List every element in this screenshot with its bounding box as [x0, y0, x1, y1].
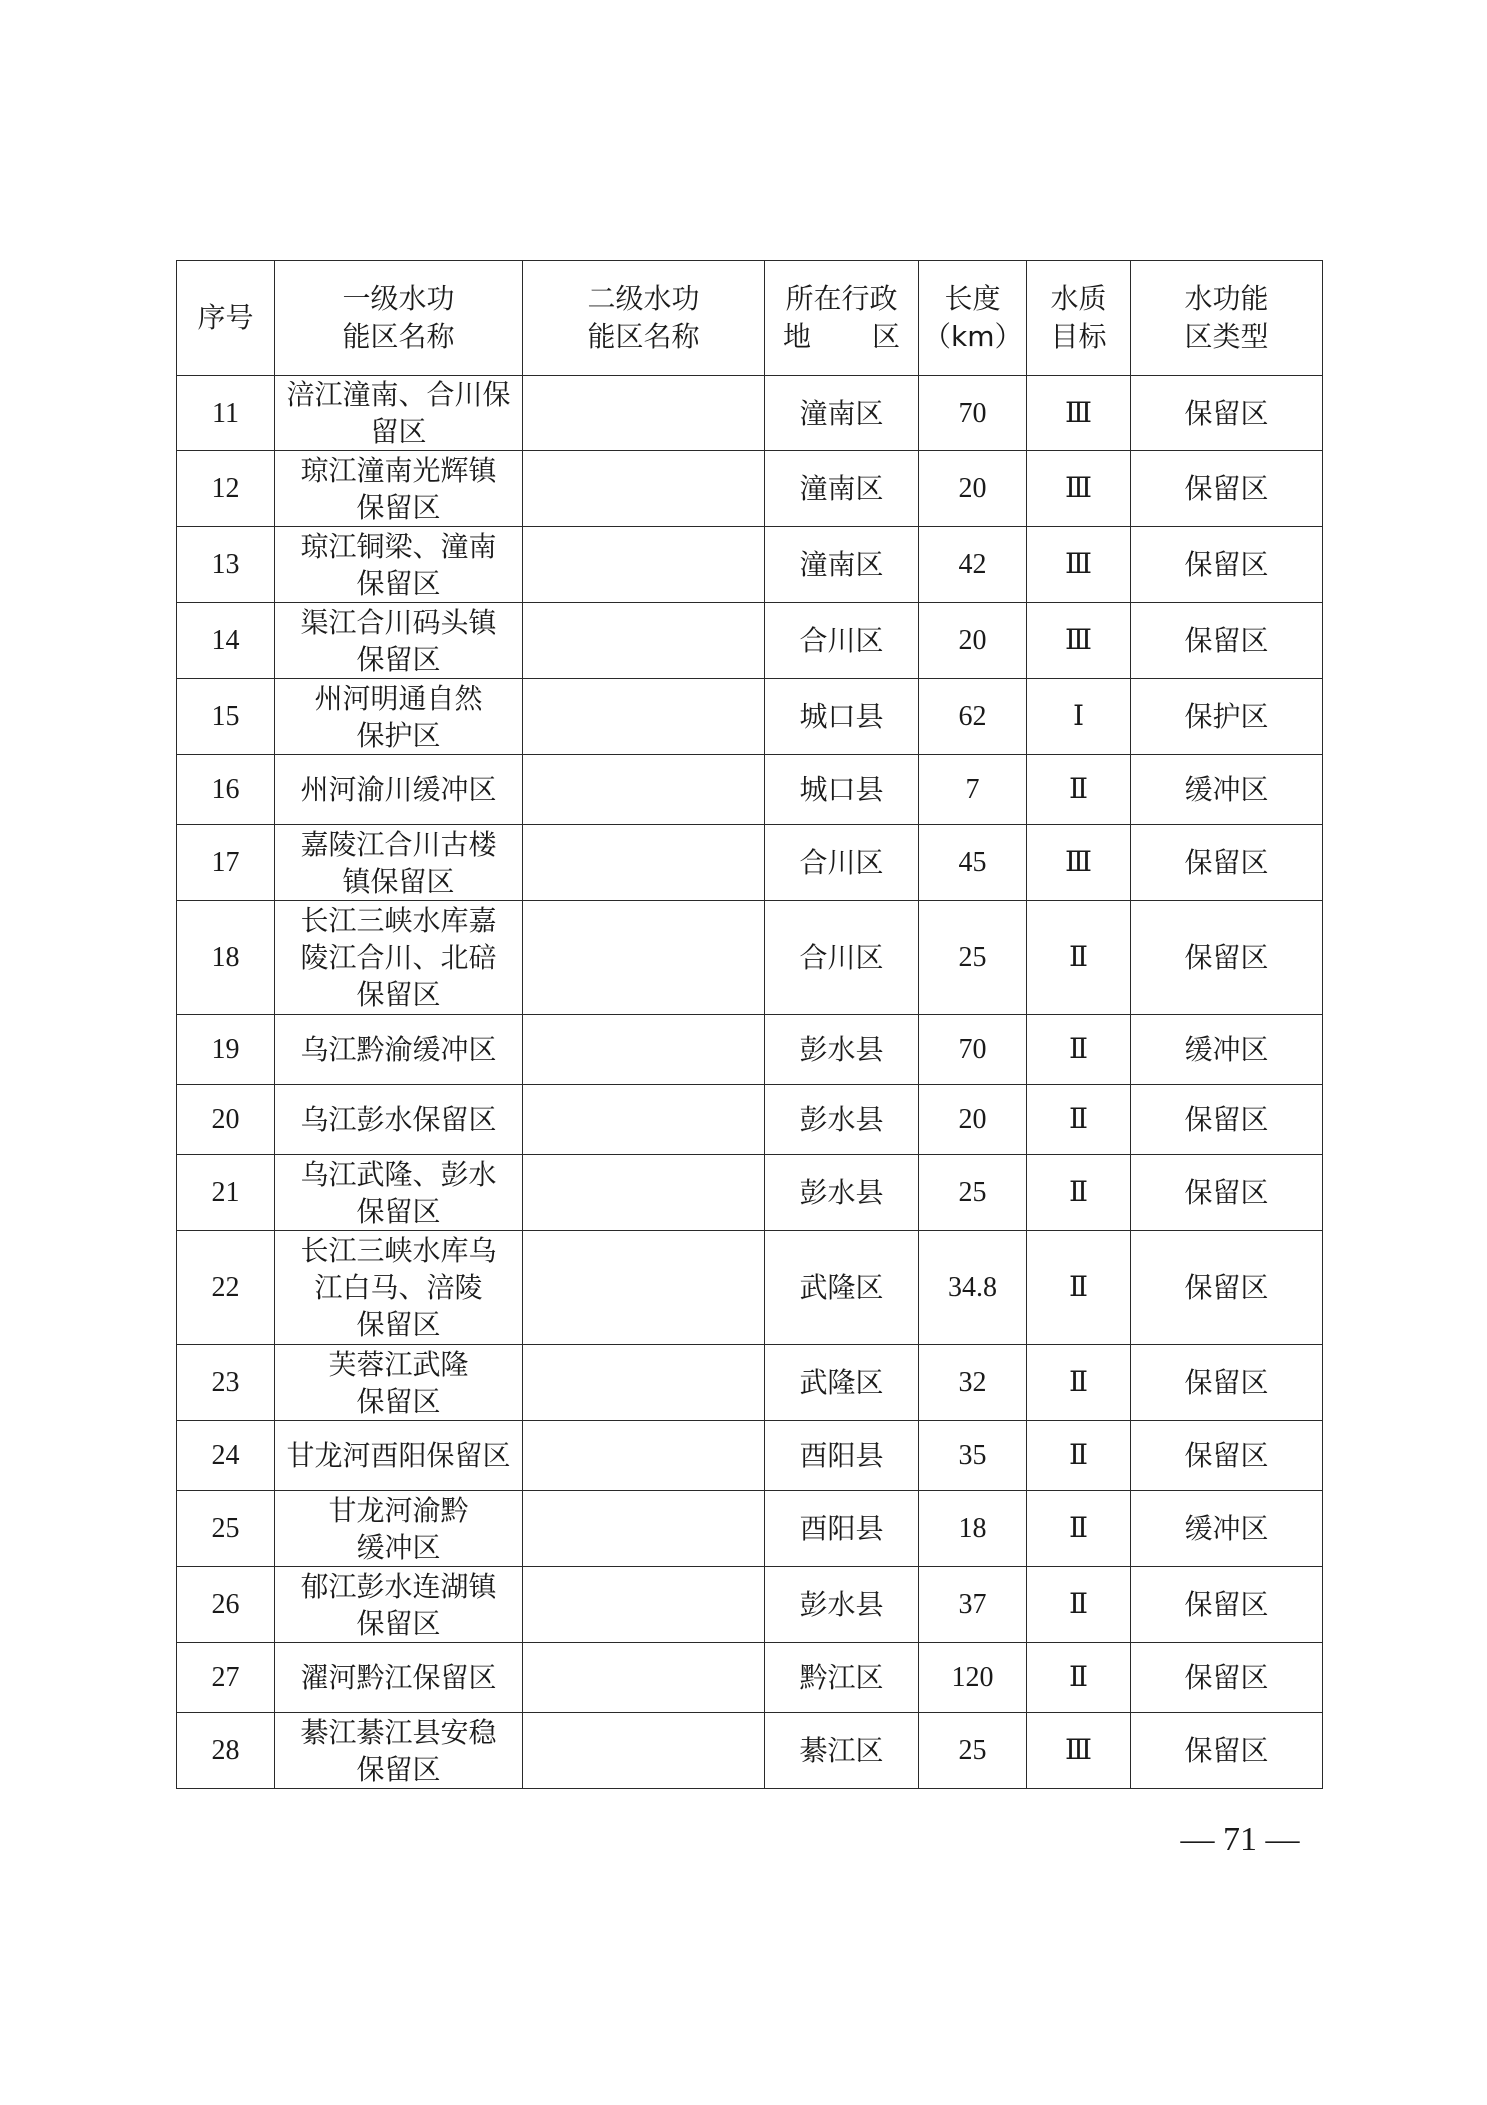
cell-zone-type: 保留区: [1131, 1231, 1323, 1345]
cell-primary-zone-name: [275, 1713, 523, 1789]
cell-secondary-zone-name: [523, 1155, 765, 1231]
cell-seq: 15: [177, 679, 275, 755]
cell-admin-region: 彭水县: [765, 1567, 919, 1643]
zone-name-line: 江白马、涪陵: [314, 1271, 483, 1304]
cell-admin-region: 黔江区: [765, 1643, 919, 1713]
zone-name-line: 保留区: [356, 978, 441, 1011]
zone-name-line: 镇保留区: [342, 864, 455, 898]
header-secondary-zone-name: 二级水功 能区名称: [523, 261, 765, 376]
cell-zone-type: 缓冲区: [1131, 755, 1323, 825]
cell-length: 7: [919, 755, 1027, 825]
cell-water-quality-target: Ⅱ: [1027, 1643, 1131, 1713]
cell-water-quality-target: Ⅱ: [1027, 1085, 1131, 1155]
zone-name-line: 陵江合川、北碚: [300, 941, 497, 974]
zone-name-line: 郁江彭水连湖镇: [300, 1569, 497, 1603]
table-row: [177, 1491, 1323, 1567]
cell-length: 70: [919, 1015, 1027, 1085]
zone-name-line: 嘉陵江合川古楼: [300, 827, 497, 861]
cell-primary-zone-name: [275, 376, 523, 451]
cell-secondary-zone-name: [523, 755, 765, 825]
table-row: [177, 451, 1323, 527]
cell-primary-zone-name: [275, 1085, 523, 1155]
cell-length: 45: [919, 825, 1027, 901]
cell-secondary-zone-name: [523, 901, 765, 1015]
cell-primary-zone-name: [275, 1155, 523, 1231]
zone-name-line: 甘龙河渝黔: [328, 1493, 469, 1527]
cell-seq: 24: [177, 1421, 275, 1491]
cell-seq: 27: [177, 1643, 275, 1713]
table-row: [177, 1421, 1323, 1491]
zone-name-line: 渠江合川码头镇: [300, 605, 497, 639]
cell-zone-type: 保留区: [1131, 1155, 1323, 1231]
header-length: 长度 （km）: [919, 261, 1027, 376]
cell-water-quality-target: Ⅱ: [1027, 1421, 1131, 1491]
cell-primary-zone-name: [275, 901, 523, 1015]
cell-length: 20: [919, 603, 1027, 679]
cell-seq: 25: [177, 1491, 275, 1567]
cell-length: 20: [919, 451, 1027, 527]
cell-secondary-zone-name: [523, 527, 765, 603]
cell-zone-type: 保留区: [1131, 1345, 1323, 1421]
cell-primary-zone-name: [275, 603, 523, 679]
cell-admin-region: 武隆区: [765, 1345, 919, 1421]
cell-admin-region: 城口县: [765, 679, 919, 755]
cell-secondary-zone-name: [523, 825, 765, 901]
cell-admin-region: 潼南区: [765, 451, 919, 527]
table-body: [177, 376, 1323, 1789]
cell-primary-zone-name: [275, 679, 523, 755]
cell-length: 25: [919, 901, 1027, 1015]
cell-zone-type: 保留区: [1131, 603, 1323, 679]
cell-seq: 17: [177, 825, 275, 901]
cell-primary-zone-name: [275, 1015, 523, 1085]
cell-primary-zone-name: [275, 825, 523, 901]
cell-seq: 18: [177, 901, 275, 1015]
zone-name-line: 琼江铜梁、潼南: [300, 529, 497, 563]
cell-seq: 23: [177, 1345, 275, 1421]
cell-length: 70: [919, 376, 1027, 451]
table-row: [177, 1085, 1323, 1155]
zone-name-line: 长江三峡水库乌: [300, 1234, 497, 1267]
cell-length: 25: [919, 1155, 1027, 1231]
cell-secondary-zone-name: [523, 1085, 765, 1155]
cell-seq: 20: [177, 1085, 275, 1155]
cell-secondary-zone-name: [523, 1231, 765, 1345]
cell-admin-region: 武隆区: [765, 1231, 919, 1345]
cell-admin-region: 酉阳县: [765, 1421, 919, 1491]
cell-admin-region: 彭水县: [765, 1085, 919, 1155]
cell-primary-zone-name: [275, 1421, 523, 1491]
zone-name-line: 涪江潼南、合川保留区: [286, 378, 511, 448]
cell-primary-zone-name: [275, 1567, 523, 1643]
zone-name-line: 綦江綦江县安稳: [300, 1715, 497, 1749]
cell-secondary-zone-name: [523, 1567, 765, 1643]
zone-name-line: 乌江彭水保留区: [300, 1103, 497, 1136]
zone-name-line: 长江三峡水库嘉: [300, 904, 497, 937]
table-row: [177, 1231, 1323, 1345]
cell-seq: 14: [177, 603, 275, 679]
cell-water-quality-target: Ⅲ: [1027, 376, 1131, 451]
cell-secondary-zone-name: [523, 376, 765, 451]
cell-secondary-zone-name: [523, 1713, 765, 1789]
zone-name-line: 乌江黔渝缓冲区: [300, 1033, 497, 1066]
table-row: [177, 901, 1323, 1015]
cell-zone-type: 保留区: [1131, 901, 1323, 1015]
cell-admin-region: 潼南区: [765, 527, 919, 603]
cell-seq: 19: [177, 1015, 275, 1085]
cell-primary-zone-name: [275, 755, 523, 825]
cell-water-quality-target: Ⅱ: [1027, 1155, 1131, 1231]
cell-secondary-zone-name: [523, 679, 765, 755]
zone-name-line: 保留区: [356, 1606, 441, 1640]
table-row: [177, 1567, 1323, 1643]
table-row: [177, 755, 1323, 825]
cell-zone-type: 保留区: [1131, 451, 1323, 527]
zone-name-line: 保留区: [356, 566, 441, 600]
cell-seq: 16: [177, 755, 275, 825]
cell-water-quality-target: Ⅰ: [1027, 679, 1131, 755]
cell-length: 34.8: [919, 1231, 1027, 1345]
cell-zone-type: 保留区: [1131, 1643, 1323, 1713]
zone-name-line: 保留区: [356, 1384, 441, 1418]
cell-admin-region: 合川区: [765, 825, 919, 901]
cell-admin-region: 潼南区: [765, 376, 919, 451]
cell-zone-type: 保留区: [1131, 527, 1323, 603]
zone-name-line: 濯河黔江保留区: [300, 1661, 497, 1694]
cell-seq: 28: [177, 1713, 275, 1789]
cell-length: 25: [919, 1713, 1027, 1789]
zone-name-line: 州河渝川缓冲区: [300, 773, 497, 806]
cell-primary-zone-name: [275, 1345, 523, 1421]
cell-seq: 13: [177, 527, 275, 603]
zone-name-line: 保留区: [356, 1308, 441, 1341]
table-row: [177, 825, 1323, 901]
header-primary-zone-name: 一级水功 能区名称: [275, 261, 523, 376]
cell-secondary-zone-name: [523, 603, 765, 679]
cell-length: 32: [919, 1345, 1027, 1421]
cell-seq: 21: [177, 1155, 275, 1231]
cell-length: 37: [919, 1567, 1027, 1643]
cell-admin-region: 彭水县: [765, 1155, 919, 1231]
cell-secondary-zone-name: [523, 451, 765, 527]
cell-length: 120: [919, 1643, 1027, 1713]
cell-admin-region: 合川区: [765, 901, 919, 1015]
header-seq: 序号: [177, 261, 275, 376]
table-row: [177, 1015, 1323, 1085]
cell-water-quality-target: Ⅱ: [1027, 1567, 1131, 1643]
cell-zone-type: 缓冲区: [1131, 1015, 1323, 1085]
cell-water-quality-target: Ⅱ: [1027, 1345, 1131, 1421]
cell-admin-region: 合川区: [765, 603, 919, 679]
cell-water-quality-target: Ⅲ: [1027, 527, 1131, 603]
zone-name-line: 乌江武隆、彭水: [300, 1157, 497, 1191]
table-row: [177, 527, 1323, 603]
cell-water-quality-target: Ⅲ: [1027, 1713, 1131, 1789]
table-row: [177, 1345, 1323, 1421]
zone-name-line: 保留区: [356, 642, 441, 676]
cell-zone-type: 保留区: [1131, 1567, 1323, 1643]
cell-zone-type: 保留区: [1131, 1085, 1323, 1155]
cell-admin-region: 酉阳县: [765, 1491, 919, 1567]
cell-seq: 22: [177, 1231, 275, 1345]
zone-name-line: 芙蓉江武隆: [328, 1347, 469, 1381]
water-function-zone-table: [176, 260, 1323, 1789]
table-row: [177, 603, 1323, 679]
table-row: [177, 376, 1323, 451]
cell-length: 20: [919, 1085, 1027, 1155]
cell-primary-zone-name: [275, 451, 523, 527]
cell-zone-type: 保留区: [1131, 1421, 1323, 1491]
cell-zone-type: 保护区: [1131, 679, 1323, 755]
cell-seq: 11: [177, 376, 275, 451]
cell-secondary-zone-name: [523, 1643, 765, 1713]
cell-water-quality-target: Ⅱ: [1027, 755, 1131, 825]
cell-admin-region: 城口县: [765, 755, 919, 825]
cell-primary-zone-name: [275, 1491, 523, 1567]
zone-name-line: 保留区: [356, 1194, 441, 1228]
cell-water-quality-target: Ⅲ: [1027, 451, 1131, 527]
cell-water-quality-target: Ⅱ: [1027, 901, 1131, 1015]
cell-admin-region: 綦江区: [765, 1713, 919, 1789]
cell-secondary-zone-name: [523, 1421, 765, 1491]
cell-seq: 26: [177, 1567, 275, 1643]
cell-length: 42: [919, 527, 1027, 603]
cell-primary-zone-name: [275, 1643, 523, 1713]
cell-zone-type: 缓冲区: [1131, 1491, 1323, 1567]
table-row: [177, 679, 1323, 755]
cell-zone-type: 保留区: [1131, 376, 1323, 451]
cell-admin-region: 彭水县: [765, 1015, 919, 1085]
cell-primary-zone-name: [275, 527, 523, 603]
table-header-row: [177, 261, 1323, 376]
zone-name-line: 保留区: [356, 1752, 441, 1786]
cell-zone-type: 保留区: [1131, 1713, 1323, 1789]
cell-water-quality-target: Ⅲ: [1027, 603, 1131, 679]
table-row: [177, 1643, 1323, 1713]
cell-water-quality-target: Ⅱ: [1027, 1015, 1131, 1085]
zone-name-line: 州河明通自然: [314, 681, 483, 715]
cell-secondary-zone-name: [523, 1015, 765, 1085]
header-water-quality-target: 水质 目标: [1027, 261, 1131, 376]
cell-secondary-zone-name: [523, 1345, 765, 1421]
cell-water-quality-target: Ⅲ: [1027, 825, 1131, 901]
zone-name-line: 琼江潼南光辉镇: [300, 453, 497, 487]
cell-seq: 12: [177, 451, 275, 527]
zone-name-line: 甘龙河酉阳保留区: [286, 1439, 511, 1472]
page-number: — 71 —: [1180, 1821, 1300, 1858]
cell-length: 18: [919, 1491, 1027, 1567]
cell-water-quality-target: Ⅱ: [1027, 1231, 1131, 1345]
cell-length: 35: [919, 1421, 1027, 1491]
header-admin-region: 所在行政 地 区: [765, 261, 919, 376]
cell-length: 62: [919, 679, 1027, 755]
cell-water-quality-target: Ⅱ: [1027, 1491, 1131, 1567]
cell-primary-zone-name: [275, 1231, 523, 1345]
zone-name-line: 保留区: [356, 490, 441, 524]
zone-name-line: 保护区: [356, 718, 441, 752]
zone-name-line: 缓冲区: [356, 1530, 441, 1564]
table-row: [177, 1713, 1323, 1789]
cell-zone-type: 保留区: [1131, 825, 1323, 901]
cell-secondary-zone-name: [523, 1491, 765, 1567]
header-zone-type: 水功能 区类型: [1131, 261, 1323, 376]
table-row: [177, 1155, 1323, 1231]
